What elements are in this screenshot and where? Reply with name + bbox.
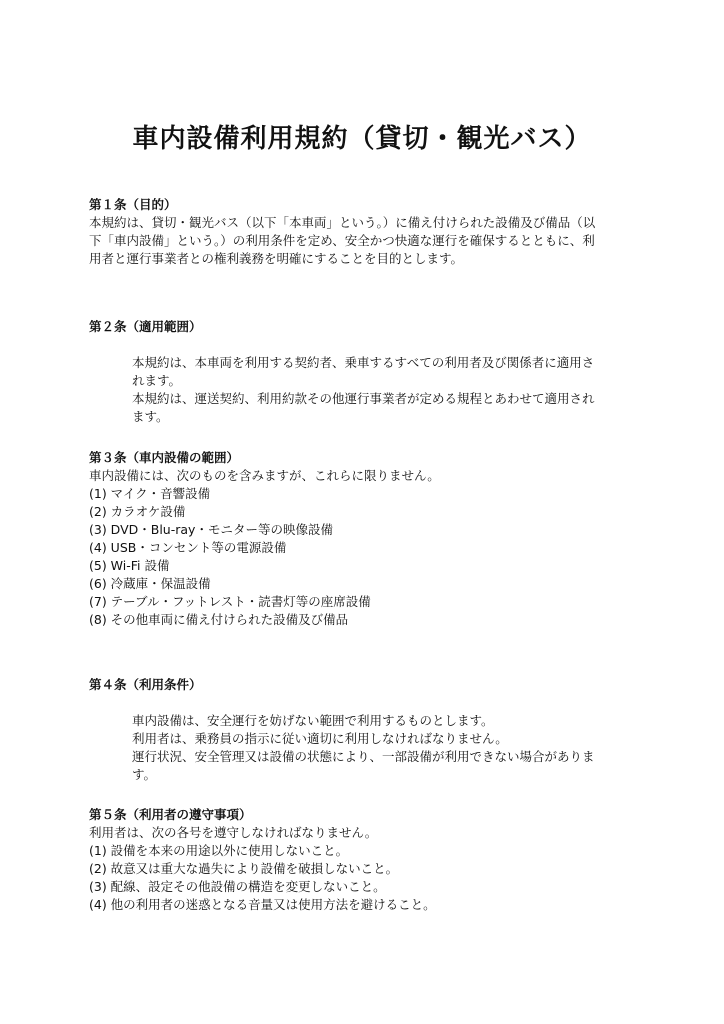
article-text: 下「車内設備」という。）の利用条件を定め、安全かつ快適な運行を確保するとともに、利 <box>89 233 595 248</box>
article-text: 用者と運行事業者との権利義務を明確にすることを目的とします。 <box>89 251 464 266</box>
list-item: (1) 設備を本来の用途以外に使用しないこと。 <box>89 843 349 858</box>
list-item: (7) テーブル・フットレスト・読書灯等の座席設備 <box>89 594 371 609</box>
list-item: (3) 配線、設定その他設備の構造を変更しないこと。 <box>89 879 386 894</box>
article-4 <box>89 676 649 784</box>
list-item: (6) 冷蔵庫・保温設備 <box>89 576 211 591</box>
article-text: 本規約は、本車両を利用する契約者、乗車するすべての利用者及び関係者に適用さ <box>132 355 595 370</box>
article-3 <box>89 449 649 629</box>
list-item: (4) 他の利用者の迷惑となる音量又は使用方法を避けること。 <box>89 897 436 912</box>
article-text: 本規約は、運送契約、利用約款その他運行事業者が定める規程とあわせて適用され <box>132 391 595 406</box>
article-5 <box>89 806 649 914</box>
article-text: 利用者は、乗務員の指示に従い適切に利用しなければなりません。 <box>132 731 508 746</box>
list-item: (5) Wi-Fi 設備 <box>89 558 170 573</box>
article-heading: 第２条（適用範囲） <box>89 319 202 334</box>
article-2 <box>89 318 649 426</box>
list-item: (3) DVD・Blu-ray・モニター等の映像設備 <box>89 522 333 537</box>
article-text: 運行状況、安全管理又は設備の状態により、一部設備が利用できない場合がありま <box>132 749 595 764</box>
article-1 <box>89 196 649 268</box>
article-text: 本規約は、貸切・観光バス（以下「本車両」という。）に備え付けられた設備及び備品（以 <box>89 215 596 230</box>
article-text: す。 <box>132 767 157 782</box>
article-heading: 第５条（利用者の遵守事項） <box>89 807 252 822</box>
article-heading: 第１条（目的） <box>89 197 177 212</box>
list-item: (2) カラオケ設備 <box>89 504 186 519</box>
list-item: (4) USB・コンセント等の電源設備 <box>89 540 287 555</box>
spacer <box>89 694 649 712</box>
article-heading: 第３条（車内設備の範囲） <box>89 450 240 465</box>
article-text: 車内設備は、安全運行を妨げない範囲で利用するものとします。 <box>132 713 494 728</box>
list-item: (2) 故意又は重大な過失により設備を破損しないこと。 <box>89 861 399 876</box>
list-item: (8) その他車両に備え付けられた設備及び備品 <box>89 612 349 627</box>
page-title: 車内設備利用規約（貸切・観光バス） <box>132 124 592 154</box>
article-heading: 第４条（利用条件） <box>89 677 202 692</box>
article-text: れます。 <box>132 373 182 388</box>
article-text: ます。 <box>132 409 169 424</box>
article-text: 利用者は、次の各号を遵守しなければなりません。 <box>89 825 378 840</box>
list-item: (1) マイク・音響設備 <box>89 486 211 501</box>
article-text: 車内設備には、次のものを含みますが、これらに限りません。 <box>89 468 440 483</box>
spacer <box>89 336 649 354</box>
